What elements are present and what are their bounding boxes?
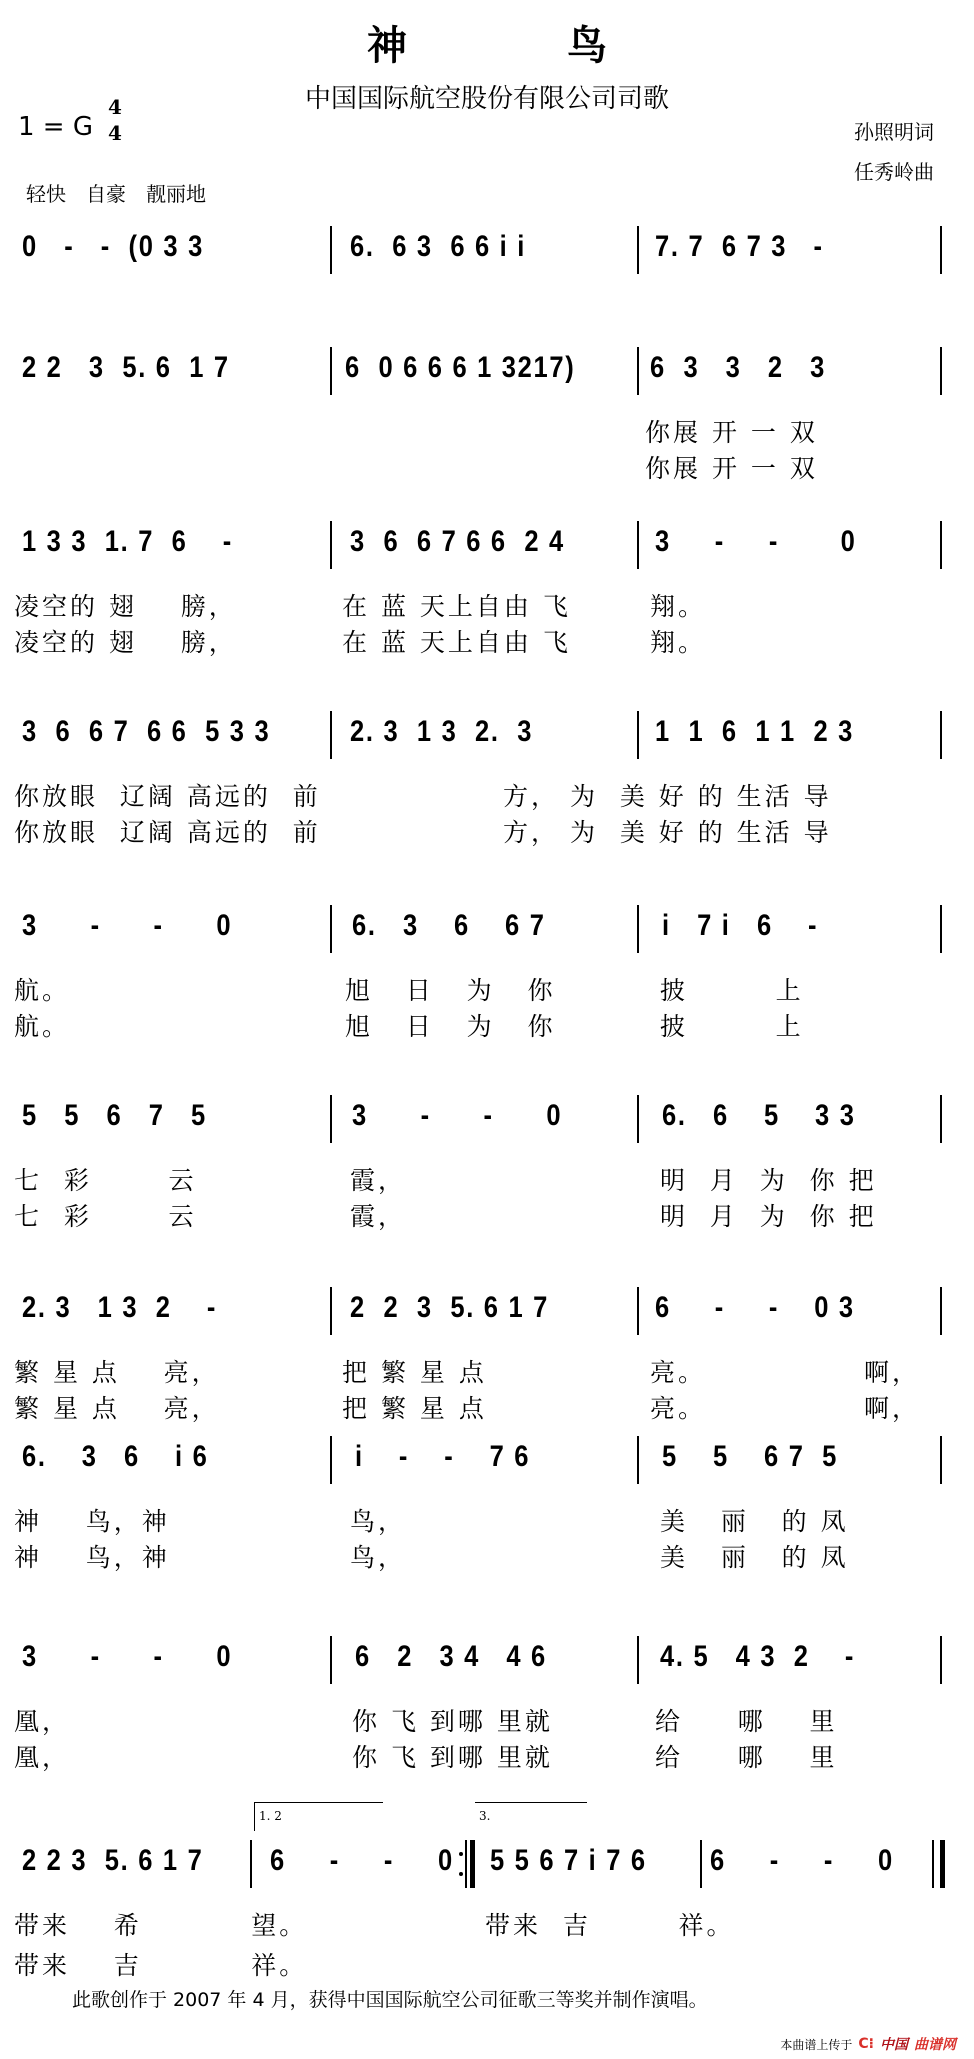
lyric-verse-2: 亮。 [650, 1394, 707, 1423]
barline [637, 1436, 639, 1484]
lyric-verse-1: 七 彩 云 [14, 1166, 197, 1195]
barline [637, 1636, 639, 1684]
lyric-verse-1: 带来 吉 祥。 [485, 1911, 735, 1940]
lyric-verse-1: 翔。 [650, 592, 707, 621]
lyric-verse-2: 啊， [864, 1394, 921, 1423]
lyric-verse-2: 你展 开 一 双 [645, 454, 818, 483]
measure-notes: 6. 3 6 6 7 [352, 909, 546, 942]
barline [637, 1095, 639, 1143]
lyric-verse-1: 凌空的 翅 膀， [14, 592, 237, 621]
lyric-verse-2: 七 彩 云 [14, 1202, 197, 1231]
lyric-verse-2: 旭 日 为 你 [345, 1012, 556, 1041]
barline [940, 1436, 942, 1484]
measure-notes: 6. 6 5 3 3 [662, 1099, 856, 1132]
lyric-verse-1: 方， 为 美 好 的 生活 导 [503, 782, 832, 811]
volta-bracket: 3. [475, 1802, 587, 1831]
barline [940, 711, 942, 759]
barline [637, 711, 639, 759]
lyric-verse-1: 明 月 为 你 把 [660, 1166, 877, 1195]
measure-notes: 7. 7 6 7 3 - [655, 230, 824, 263]
lyricist: 孙照明词 [854, 120, 934, 144]
time-signature [108, 94, 122, 146]
lyric-verse-2: 你放眼 辽阔 高远的 前 [14, 818, 321, 847]
measure-notes: 6 - - 0 3 [655, 1291, 855, 1324]
barline [940, 1095, 942, 1143]
measure-notes: 3 - - 0 [22, 1640, 233, 1673]
barline [330, 1436, 332, 1484]
lyric-verse-2: 凌空的 翅 膀， [14, 628, 237, 657]
measure-notes: 5 5 6 7 i 7 6 [490, 1844, 647, 1877]
lyric-verse-2: 方， 为 美 好 的 生活 导 [503, 818, 832, 847]
site-brand-a: 中国 [880, 2037, 908, 2053]
measure-notes: 6 - - 0 [270, 1844, 454, 1877]
composer: 任秀岭曲 [854, 160, 934, 184]
measure-notes: 3 6 6 7 6 6 2 4 [350, 525, 565, 558]
repeat-dot [459, 1872, 463, 1876]
lyric-verse-2: 明 月 为 你 把 [660, 1202, 877, 1231]
lyric-verse-1: 你放眼 辽阔 高远的 前 [14, 782, 321, 811]
lyric-verse-2: 披 上 [660, 1012, 804, 1041]
barline [940, 1636, 942, 1684]
barline [330, 347, 332, 395]
barline [637, 521, 639, 569]
time-signature-bottom: 4 [108, 121, 122, 145]
credits [854, 112, 934, 192]
measure-notes: 6. 3 6 i 6 [22, 1440, 209, 1473]
measure-notes: i - - 7 6 [355, 1440, 531, 1473]
song-title: 神 鸟 [367, 22, 667, 69]
lyric-verse-2: 美 丽 的 凤 [660, 1543, 849, 1572]
time-signature-top: 4 [108, 95, 122, 119]
barline [637, 905, 639, 953]
lyric-verse-1: 把 繁 星 点 [342, 1358, 487, 1387]
barline [250, 1840, 252, 1888]
barline [330, 1636, 332, 1684]
measure-notes: 1 1 6 1 1 2 3 [655, 715, 855, 748]
site-logo-icon: C⁝ [858, 2036, 874, 2052]
barline [330, 226, 332, 274]
lyric-verse-1: 鸟， [350, 1507, 407, 1536]
measure-notes: 2 2 3 5. 6 1 7 [22, 351, 230, 384]
measure-notes: 4. 5 4 3 2 - [660, 1640, 856, 1673]
key-signature: 1 = G [18, 112, 94, 142]
lyric-verse-1: 你展 开 一 双 [645, 418, 818, 447]
lyric-verse-2: 神 鸟，神 [14, 1543, 170, 1572]
lyric-verse-1: 带来 希 望。 [14, 1911, 308, 1940]
lyric-verse-1: 繁 星 点 亮， [14, 1358, 220, 1387]
measure-notes: 1 3 3 1. 7 6 - [22, 525, 233, 558]
lyric-verse-1: 神 鸟，神 [14, 1507, 170, 1536]
measure-notes: 6. 6 3 6 6 i i [350, 230, 527, 263]
lyric-verse-1: 给 哪 里 [655, 1707, 838, 1736]
measure-notes: i 7 i 6 - [662, 909, 819, 942]
measure-notes: 3 - - 0 [352, 1099, 563, 1132]
barline [330, 1095, 332, 1143]
footnote: 此歌创作于 2007 年 4 月，获得中国国际航空公司征歌三等奖并制作演唱。 [72, 1989, 708, 2011]
barline [330, 521, 332, 569]
barline [330, 1287, 332, 1335]
lyric-verse-2: 凰， [14, 1743, 71, 1772]
volta-bracket: 1. 2 [254, 1802, 383, 1831]
site-brand-b: 曲谱网 [914, 2037, 956, 2053]
tempo-marking: 轻快 自豪 靓丽地 [26, 182, 206, 206]
lyric-verse-1: 你 飞 到哪 里就 [352, 1707, 553, 1736]
lyric-verse-2: 把 繁 星 点 [342, 1394, 487, 1423]
lyric-verse-2: 带来 吉 祥。 [14, 1951, 308, 1980]
lyric-verse-1: 霞， [350, 1166, 407, 1195]
lyric-verse-1: 凰， [14, 1707, 71, 1736]
measure-notes: 5 5 6 7 5 [662, 1440, 839, 1473]
measure-notes: 2. 3 1 3 2. 3 [350, 715, 534, 748]
barline [940, 1287, 942, 1335]
barline [637, 1287, 639, 1335]
measure-notes: 6 3 3 2 3 [650, 351, 827, 384]
lyric-verse-1: 亮。 [650, 1358, 707, 1387]
lyric-verse-1: 旭 日 为 你 [345, 976, 556, 1005]
lyric-verse-1: 啊， [864, 1358, 921, 1387]
barline [940, 905, 942, 953]
song-subtitle: 中国国际航空股份有限公司司歌 [304, 84, 669, 114]
measure-notes: 6 2 3 4 4 6 [355, 1640, 547, 1673]
lyric-verse-2: 鸟， [350, 1543, 407, 1572]
barline [330, 711, 332, 759]
repeat-barline-thick [470, 1840, 475, 1888]
barline [637, 226, 639, 274]
repeat-barline [465, 1840, 467, 1888]
measure-notes: 6 0 6 6 6 1 3217) [345, 351, 576, 384]
lyric-verse-2: 航。 [14, 1012, 71, 1041]
barline [940, 226, 942, 274]
lyric-verse-1: 披 上 [660, 976, 804, 1005]
barline [637, 347, 639, 395]
lyric-verse-1: 在 蓝 天上自由 飞 [342, 592, 571, 621]
barline [940, 521, 942, 569]
measure-notes: 3 - - 0 [655, 525, 857, 558]
measure-notes: 3 6 6 7 6 6 5 3 3 [22, 715, 271, 748]
lyric-verse-2: 霞， [350, 1202, 407, 1231]
repeat-dot [459, 1852, 463, 1856]
final-barline-thin [932, 1840, 934, 1888]
lyric-verse-1: 美 丽 的 凤 [660, 1507, 849, 1536]
measure-notes: 0 - - (0 3 3 [22, 230, 204, 263]
measure-notes: 6 - - 0 [710, 1844, 894, 1877]
barline [940, 1840, 945, 1888]
lyric-verse-2: 繁 星 点 亮， [14, 1394, 220, 1423]
lyric-verse-1: 航。 [14, 976, 71, 1005]
lyric-verse-2: 你 飞 到哪 里就 [352, 1743, 553, 1772]
barline [940, 347, 942, 395]
lyric-verse-2: 翔。 [650, 628, 707, 657]
lyric-verse-2: 给 哪 里 [655, 1743, 838, 1772]
watermark [780, 2034, 956, 2054]
lyric-verse-2: 在 蓝 天上自由 飞 [342, 628, 571, 657]
measure-notes: 3 - - 0 [22, 909, 233, 942]
barline [330, 905, 332, 953]
measure-notes: 2 2 3 5. 6 1 7 [22, 1844, 204, 1877]
measure-notes: 5 5 6 7 5 [22, 1099, 207, 1132]
barline [700, 1840, 702, 1888]
watermark-prefix: 本曲谱上传于 [780, 2037, 853, 2052]
measure-notes: 2. 3 1 3 2 - [22, 1291, 218, 1324]
measure-notes: 2 2 3 5. 6 1 7 [350, 1291, 550, 1324]
